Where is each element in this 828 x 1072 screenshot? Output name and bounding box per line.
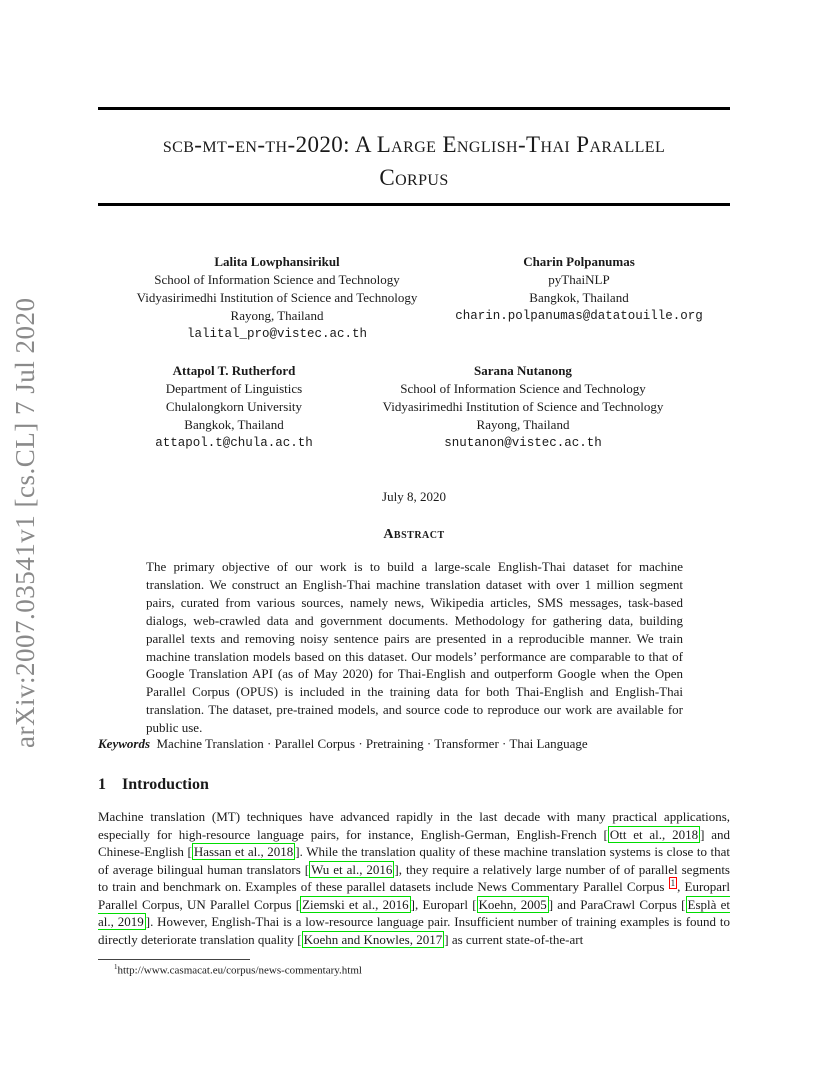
title-line-1: scb-mt-en-th-2020: A Large English-Thai Parallel [162,132,666,157]
citation-link[interactable]: Hassan et al., 2018 [193,844,294,859]
citation-link[interactable]: Ziemski et al., 2016 [302,896,409,912]
author-affiliation: pyThaiNLP [548,272,610,287]
arxiv-identifier: arXiv:2007.03541v1 [cs.CL] 7 Jul 2020 [10,297,40,748]
intro-paragraph [98,808,730,948]
section-heading [98,776,209,794]
author-affiliation: School of Information Science and Technology [154,272,400,287]
text-run: ] as current state-of-the-art [444,931,584,947]
abstract-text: The primary objective of our work is to build a large-scale English-Thai dataset for machine translation. We construct an English-Thai machine translation dataset with over 1 million segment pairs, curated from various sources, namely news, Wikipedia articles, SMS messages, task-based dialogs, web-crawled data and government documents. Methodology for gathering data, building parallel texts and removing noisy sentence pairs are presented in a reproducible manner. We train machine translation models based on this dataset. Our models’ performance are comparable to that of Google Translation API (as of May 2020) for Thai-English and outperform Google when the Open Parallel Corpus (OPUS) is included in the training data for both Thai-English and English-Thai translation. The dataset, pre-trained models, and source code to reproduce our work are available for public use. [146,559,683,736]
text-run: ], Europarl [ [410,896,477,912]
author-affiliation: Vidyasirimedhi Institution of Science and Technology [382,399,664,414]
footnote-mark: 1 [114,963,118,971]
author-name: Sarana Nutanong [474,363,572,378]
author-block [126,253,428,343]
text-run: ]. However, English-Thai is a low-resource language pair. Insufficient number of training examples is found to directly deteriorate translation quality [ [98,914,730,947]
author-email[interactable]: lalital_pro@vistec.ac.th [186,327,368,341]
citation-link[interactable]: Koehn, 2005 [478,896,547,912]
text-run: ], they require a relatively large number of of parallel segments to train and benchmark on. Examples of these parallel datasets include News Commentary Parallel Corpus [98,861,730,894]
text-run: ] and ParaCrawl Corpus [ [548,896,686,912]
footnote [114,963,362,977]
section-number: 1 [98,776,106,793]
title-bottom-rule [98,203,730,206]
author-email[interactable]: charin.polpanumas@datatouille.org [455,309,703,323]
author-name: Charin Polpanumas [523,254,635,269]
author-location: Bangkok, Thailand [184,417,284,432]
author-email[interactable]: attapol.t@chula.ac.th [155,436,313,450]
section-title: Introduction [122,776,209,793]
author-affiliation: Department of Linguistics [165,381,303,396]
footnote-link[interactable]: 1 [670,877,676,888]
text-run: , Europarl Parallel Corpus, UN Parallel Corpus [ [98,879,730,912]
keywords [98,736,588,752]
author-affiliation: Vidyasirimedhi Institution of Science and Technology [136,290,418,305]
author-location: Rayong, Thailand [476,417,570,432]
author-name: Lalita Lowphansirikul [214,254,340,269]
author-affiliation: Chulalongkorn University [165,399,303,414]
paper-date: July 8, 2020 [382,489,446,504]
paper-title [98,128,730,194]
citation-link[interactable]: Ott et al., 2018 [609,826,699,842]
author-email[interactable]: snutanon@vistec.ac.th [444,436,602,450]
author-location: Bangkok, Thailand [529,290,629,305]
keywords-list: Machine Translation · Parallel Corpus · Pretraining · Transformer · Thai Language [156,736,588,751]
text-run: ] and Chinese-English [ [98,826,730,859]
author-block [148,362,320,452]
author-block [454,253,704,325]
abstract-heading: Abstract [383,527,445,542]
text-run: ]. While the translation quality of these machine translation systems is close to that of average bilingual human translators [ [98,844,731,877]
keywords-label: Keywords [98,736,150,751]
author-block [372,362,674,452]
citation-link[interactable]: Koehn and Knowles, 2017 [303,931,443,947]
citation-link[interactable]: Wu et al., 2016 [311,861,393,877]
author-location: Rayong, Thailand [230,308,324,323]
footnote-url[interactable]: http://www.casmacat.eu/corpus/news-commentary.html [117,964,362,977]
title-top-rule [98,107,730,110]
title-line-2: Corpus [379,165,449,190]
footnote-rule [98,959,250,960]
author-name: Attapol T. Rutherford [172,363,296,378]
text-run: Machine translation (MT) techniques have advanced rapidly in the last decade with many practical applications, especially for high-resource language pairs, for instance, English-German, English-French [ [98,809,730,842]
author-affiliation: School of Information Science and Technology [400,381,646,396]
citation-link[interactable]: Esplà et al., 2019 [98,896,731,929]
